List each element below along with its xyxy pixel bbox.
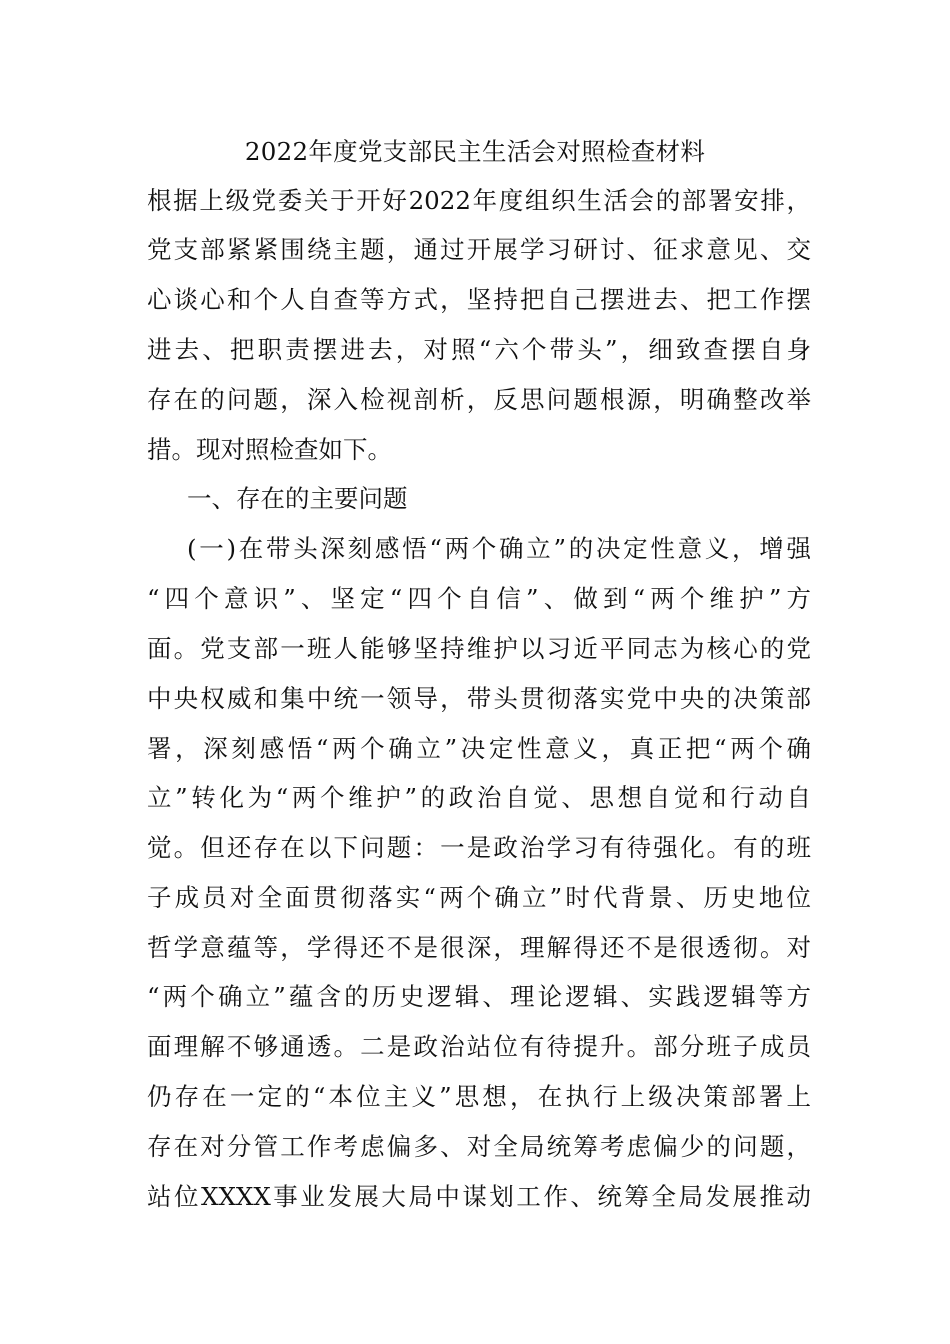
body-line: 署，深刻感悟“两个确立”决定性意义，真正把“两个确	[147, 734, 811, 763]
body-line: 存在的问题，深入检视剖析，反思问题根源，明确整改举	[147, 385, 811, 414]
body-line: 立”转化为“两个维护”的政治自觉、思想自觉和行动自	[147, 783, 811, 812]
body-line: 仍存在一定的“本位主义”思想，在执行上级决策部署上	[147, 1082, 811, 1111]
body-line: 心谈心和个人自查等方式，坚持把自己摆进去、把工作摆	[147, 285, 811, 314]
body-line: 哲学意蕴等，学得还不是很深，理解得还不是很透彻。对	[147, 933, 811, 962]
body-line: 面理解不够通透。二是政治站位有待提升。部分班子成员	[147, 1032, 811, 1061]
subsection-heading-line: (一)在带头深刻感悟“两个确立”的决定性意义，增强	[187, 534, 811, 563]
body-line: “四个意识”、坚定“四个自信”、做到“两个维护”方	[147, 584, 811, 613]
body-line: 觉。但还存在以下问题：一是政治学习有待强化。有的班	[147, 833, 811, 862]
body-line: 子成员对全面贯彻落实“两个确立”时代背景、历史地位	[147, 883, 811, 912]
body-line: 站位XXXX事业发展大局中谋划工作、统筹全局发展推动	[147, 1182, 811, 1211]
body-line: “两个确立”蕴含的历史逻辑、理论逻辑、实践逻辑等方	[147, 982, 811, 1011]
body-line: 面。党支部一班人能够坚持维护以习近平同志为核心的党	[147, 634, 811, 663]
body-line: 措。现对照检查如下。	[147, 435, 392, 464]
body-line: 根据上级党委关于开好2022年度组织生活会的部署安排，	[147, 186, 811, 215]
body-line: 进去、把职责摆进去，对照“六个带头”，细致查摆自身	[147, 335, 811, 364]
body-line: 中央权威和集中统一领导，带头贯彻落实党中央的决策部	[147, 684, 811, 713]
body-line: 党支部紧紧围绕主题，通过开展学习研讨、征求意见、交	[147, 235, 811, 264]
body-line: 存在对分管工作考虑偏多、对全局统筹考虑偏少的问题，	[147, 1132, 811, 1161]
section-heading: 一、存在的主要问题	[187, 484, 408, 513]
document-title: 2022年度党支部民主生活会对照检查材料	[244, 137, 706, 166]
